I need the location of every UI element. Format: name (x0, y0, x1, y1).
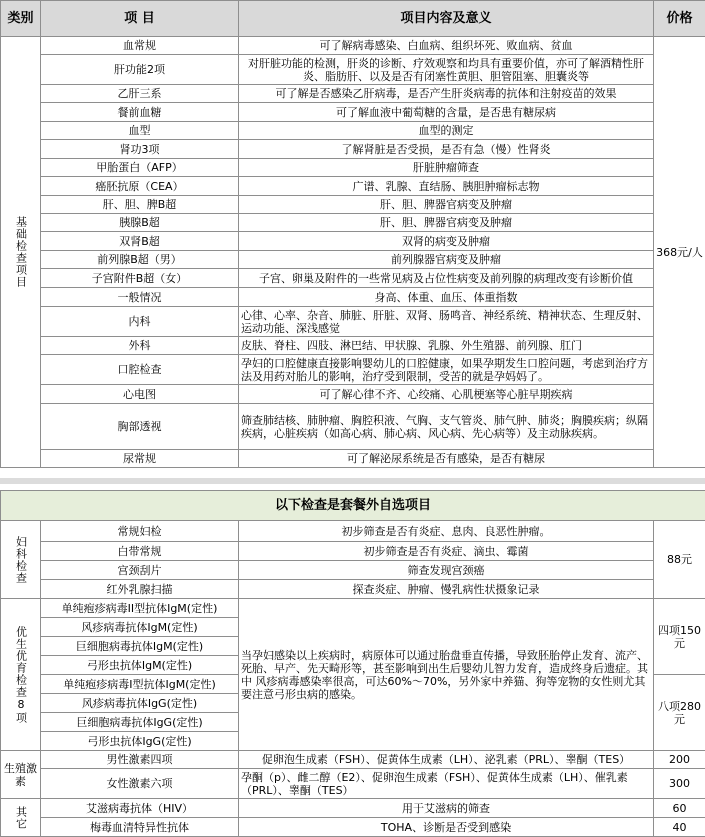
item-name: 肾功3项 (41, 140, 239, 159)
item-name: 心电图 (41, 385, 239, 404)
table-row (1, 232, 705, 251)
item-name: 一般情况 (41, 288, 239, 307)
table-row (1, 580, 705, 599)
section-gap (0, 478, 705, 484)
item-name: 内科 (41, 307, 239, 337)
item-name: 口腔检查 (41, 355, 239, 385)
item-desc: 皮肤、脊柱、四肢、淋巴结、甲状腺、乳腺、外生殖器、前列腺、肛门 (239, 337, 654, 355)
item-name: 乙肝三系 (41, 85, 239, 103)
item-desc: 前列腺器官病变及肿瘤 (239, 251, 654, 269)
table-row (1, 355, 705, 385)
table-row (1, 159, 705, 177)
item-desc: 肝、胆、脾器官病变及肿瘤 (239, 196, 654, 214)
table-row (1, 385, 705, 404)
item-desc: 子宫、卵巢及附件的一些常见病及占位性病变及前列腺的病理改变有诊断价值 (239, 269, 654, 288)
table-row (1, 307, 705, 337)
item-desc: 肝、胆、脾器官病变及肿瘤 (239, 214, 654, 232)
item-desc: 肝脏肿瘤筛查 (239, 159, 654, 177)
item-desc: 用于艾滋病的筛查 (239, 799, 654, 818)
item-desc: 心律、心率、杂音、肺脏、肝脏、双肾、肠鸣音、神经系统、精神状态、生理反射、运动功能、深浅感觉 (239, 307, 654, 337)
header-item: 项 目 (41, 1, 239, 37)
torch-description: 当孕妇感染以上疾病时，病原体可以通过胎盘垂直传播，导致胚胎停止发育、流产、死胎、早产、先天畸形等，甚至影响到出生后婴幼儿智力发育，造成终身后遗症。其中 风疹病毒感染率很高，可达60%～70%，另外家中养猫、狗等宠物的女性则尤其要注意弓形虫病的感染。 (239, 599, 654, 751)
item-name: 胰腺B超 (41, 214, 239, 232)
gyn-price: 88元 (654, 521, 705, 599)
item-desc: 血型的测定 (239, 122, 654, 140)
other-category-label: 其它 (1, 799, 41, 837)
item-name: 弓形虫抗体IgG(定性) (41, 732, 239, 751)
item-name: 肝功能2项 (41, 55, 239, 85)
item-name: 单纯疱疹病毒I型抗体IgM(定性) (41, 675, 239, 694)
item-desc: TOHA、诊断是否受到感染 (239, 818, 654, 837)
table-row (1, 196, 705, 214)
item-desc: 孕酮（p）、雌二醇（E2）、促卵泡生成素（FSH）、促黄体生成素（LH）、催乳素（PRL）、睾酮（TES） (239, 769, 654, 799)
item-name: 女性激素六项 (41, 769, 239, 799)
item-desc: 初步筛查是否有炎症、息肉、良恶性肿瘤。 (239, 521, 654, 542)
item-desc: 广谱、乳腺、直结肠、胰胆肿瘤标志物 (239, 177, 654, 196)
optional-items-table (0, 490, 705, 837)
table-row (1, 599, 705, 618)
item-price: 300 (654, 769, 705, 799)
item-name: 风疹病毒抗体IgG(定性) (41, 694, 239, 713)
item-desc: 双肾的病变及肿瘤 (239, 232, 654, 251)
table-row (1, 85, 705, 103)
item-name: 艾滋病毒抗体（HIV） (41, 799, 239, 818)
table-row (1, 450, 705, 468)
item-desc: 可了解心律不齐、心绞痛、心肌梗塞等心脏早期疾病 (239, 385, 654, 404)
item-name: 常规妇检 (41, 521, 239, 542)
header-category: 类别 (1, 1, 41, 37)
table-row (1, 542, 705, 561)
item-desc: 筛查肺结核、肺肿瘤、胸腔积液、气胸、支气管炎、肺气肿、肺炎；胸膜疾病；纵隔疾病，心脏疾病（如高心病、肺心病、风心病、先心病等）及主动脉疾病。 (239, 404, 654, 450)
item-name: 双肾B超 (41, 232, 239, 251)
item-name: 白带常规 (41, 542, 239, 561)
item-desc: 可了解血液中葡萄糖的含量，是否患有糖尿病 (239, 103, 654, 122)
table-row (1, 799, 705, 818)
torch-price-four: 四项150元 (654, 599, 705, 675)
table-row (1, 37, 705, 55)
table-row (1, 269, 705, 288)
table-row (1, 561, 705, 580)
table-row (1, 122, 705, 140)
table-row (1, 337, 705, 355)
item-name: 风疹病毒抗体IgM(定性) (41, 618, 239, 637)
item-name: 宫颈刮片 (41, 561, 239, 580)
item-name: 血常规 (41, 37, 239, 55)
table-header-row (1, 1, 705, 37)
item-name: 肝、胆、脾B超 (41, 196, 239, 214)
item-name: 尿常规 (41, 450, 239, 468)
item-name: 弓形虫抗体IgM(定性) (41, 656, 239, 675)
table-row (1, 521, 705, 542)
table-row (1, 251, 705, 269)
table-row (1, 818, 705, 837)
optional-section-title: 以下检查是套餐外自选项目 (1, 491, 705, 521)
item-name: 胸部透视 (41, 404, 239, 450)
item-name: 前列腺B超（男） (41, 251, 239, 269)
item-desc: 可了解病毒感染、白血病、组织坏死、败血病、贫血 (239, 37, 654, 55)
item-name: 红外乳腺扫描 (41, 580, 239, 599)
item-name: 子宫附件B超（女） (41, 269, 239, 288)
item-price: 60 (654, 799, 705, 818)
table-row (1, 103, 705, 122)
item-name: 癌胚抗原（CEA） (41, 177, 239, 196)
table-row (1, 55, 705, 85)
item-name: 甲胎蛋白（AFP） (41, 159, 239, 177)
table-row (1, 288, 705, 307)
item-name: 外科 (41, 337, 239, 355)
table-row (1, 140, 705, 159)
item-price: 40 (654, 818, 705, 837)
item-desc: 初步筛查是否有炎症、滴虫、霉菌 (239, 542, 654, 561)
item-name: 梅毒血清特异性抗体 (41, 818, 239, 837)
item-name: 男性激素四项 (41, 751, 239, 769)
item-desc: 可了解是否感染乙肝病毒，是否产生肝炎病毒的抗体和注射疫苗的效果 (239, 85, 654, 103)
item-name: 巨细胞病毒抗体IgG(定性) (41, 713, 239, 732)
torch-category-label: 优生优育检查8项 (1, 599, 41, 751)
table-row (1, 769, 705, 799)
item-desc: 对肝脏功能的检测，肝炎的诊断、疗效观察和均具有重要价值，亦可了解酒精性肝炎、脂肪肝、以及是否有闭塞性黄胆、胆管阻塞、胆囊炎等 (239, 55, 654, 85)
torch-price-eight: 八项280元 (654, 675, 705, 751)
table-row (1, 177, 705, 196)
header-price: 价格 (654, 1, 705, 37)
table-row (1, 404, 705, 450)
item-desc: 筛查发现宫颈癌 (239, 561, 654, 580)
item-desc: 孕妇的口腔健康直接影响婴幼儿的口腔健康，如果孕期发生口腔问题，考虑到治疗方法及用药对胎儿的影响，治疗受到限制，受苦的就是孕妈妈了。 (239, 355, 654, 385)
optional-banner-row (1, 491, 705, 521)
item-name: 血型 (41, 122, 239, 140)
item-desc: 了解肾脏是否受损，是否有急（慢）性肾炎 (239, 140, 654, 159)
item-name: 餐前血糖 (41, 103, 239, 122)
item-name: 单纯疱疹病毒II型抗体IgM(定性) (41, 599, 239, 618)
basic-price: 368元/人 (654, 37, 705, 468)
hormone-category-label: 生殖激素 (1, 751, 41, 799)
header-content: 项目内容及意义 (239, 1, 654, 37)
item-desc: 促卵泡生成素（FSH）、促黄体生成素（LH）、泌乳素（PRL）、睾酮（TES） (239, 751, 654, 769)
item-price: 200 (654, 751, 705, 769)
item-desc: 身高、体重、血压、体重指数 (239, 288, 654, 307)
table-row (1, 214, 705, 232)
table-row (1, 751, 705, 769)
basic-category-label: 基础检查项目 (1, 37, 41, 468)
item-desc: 可了解泌尿系统是否有感染，是否有糖尿 (239, 450, 654, 468)
item-name: 巨细胞病毒抗体IgM(定性) (41, 637, 239, 656)
gyn-category-label: 妇科检查 (1, 521, 41, 599)
item-desc: 探查炎症、肿瘤、慢乳病性状摄象记录 (239, 580, 654, 599)
